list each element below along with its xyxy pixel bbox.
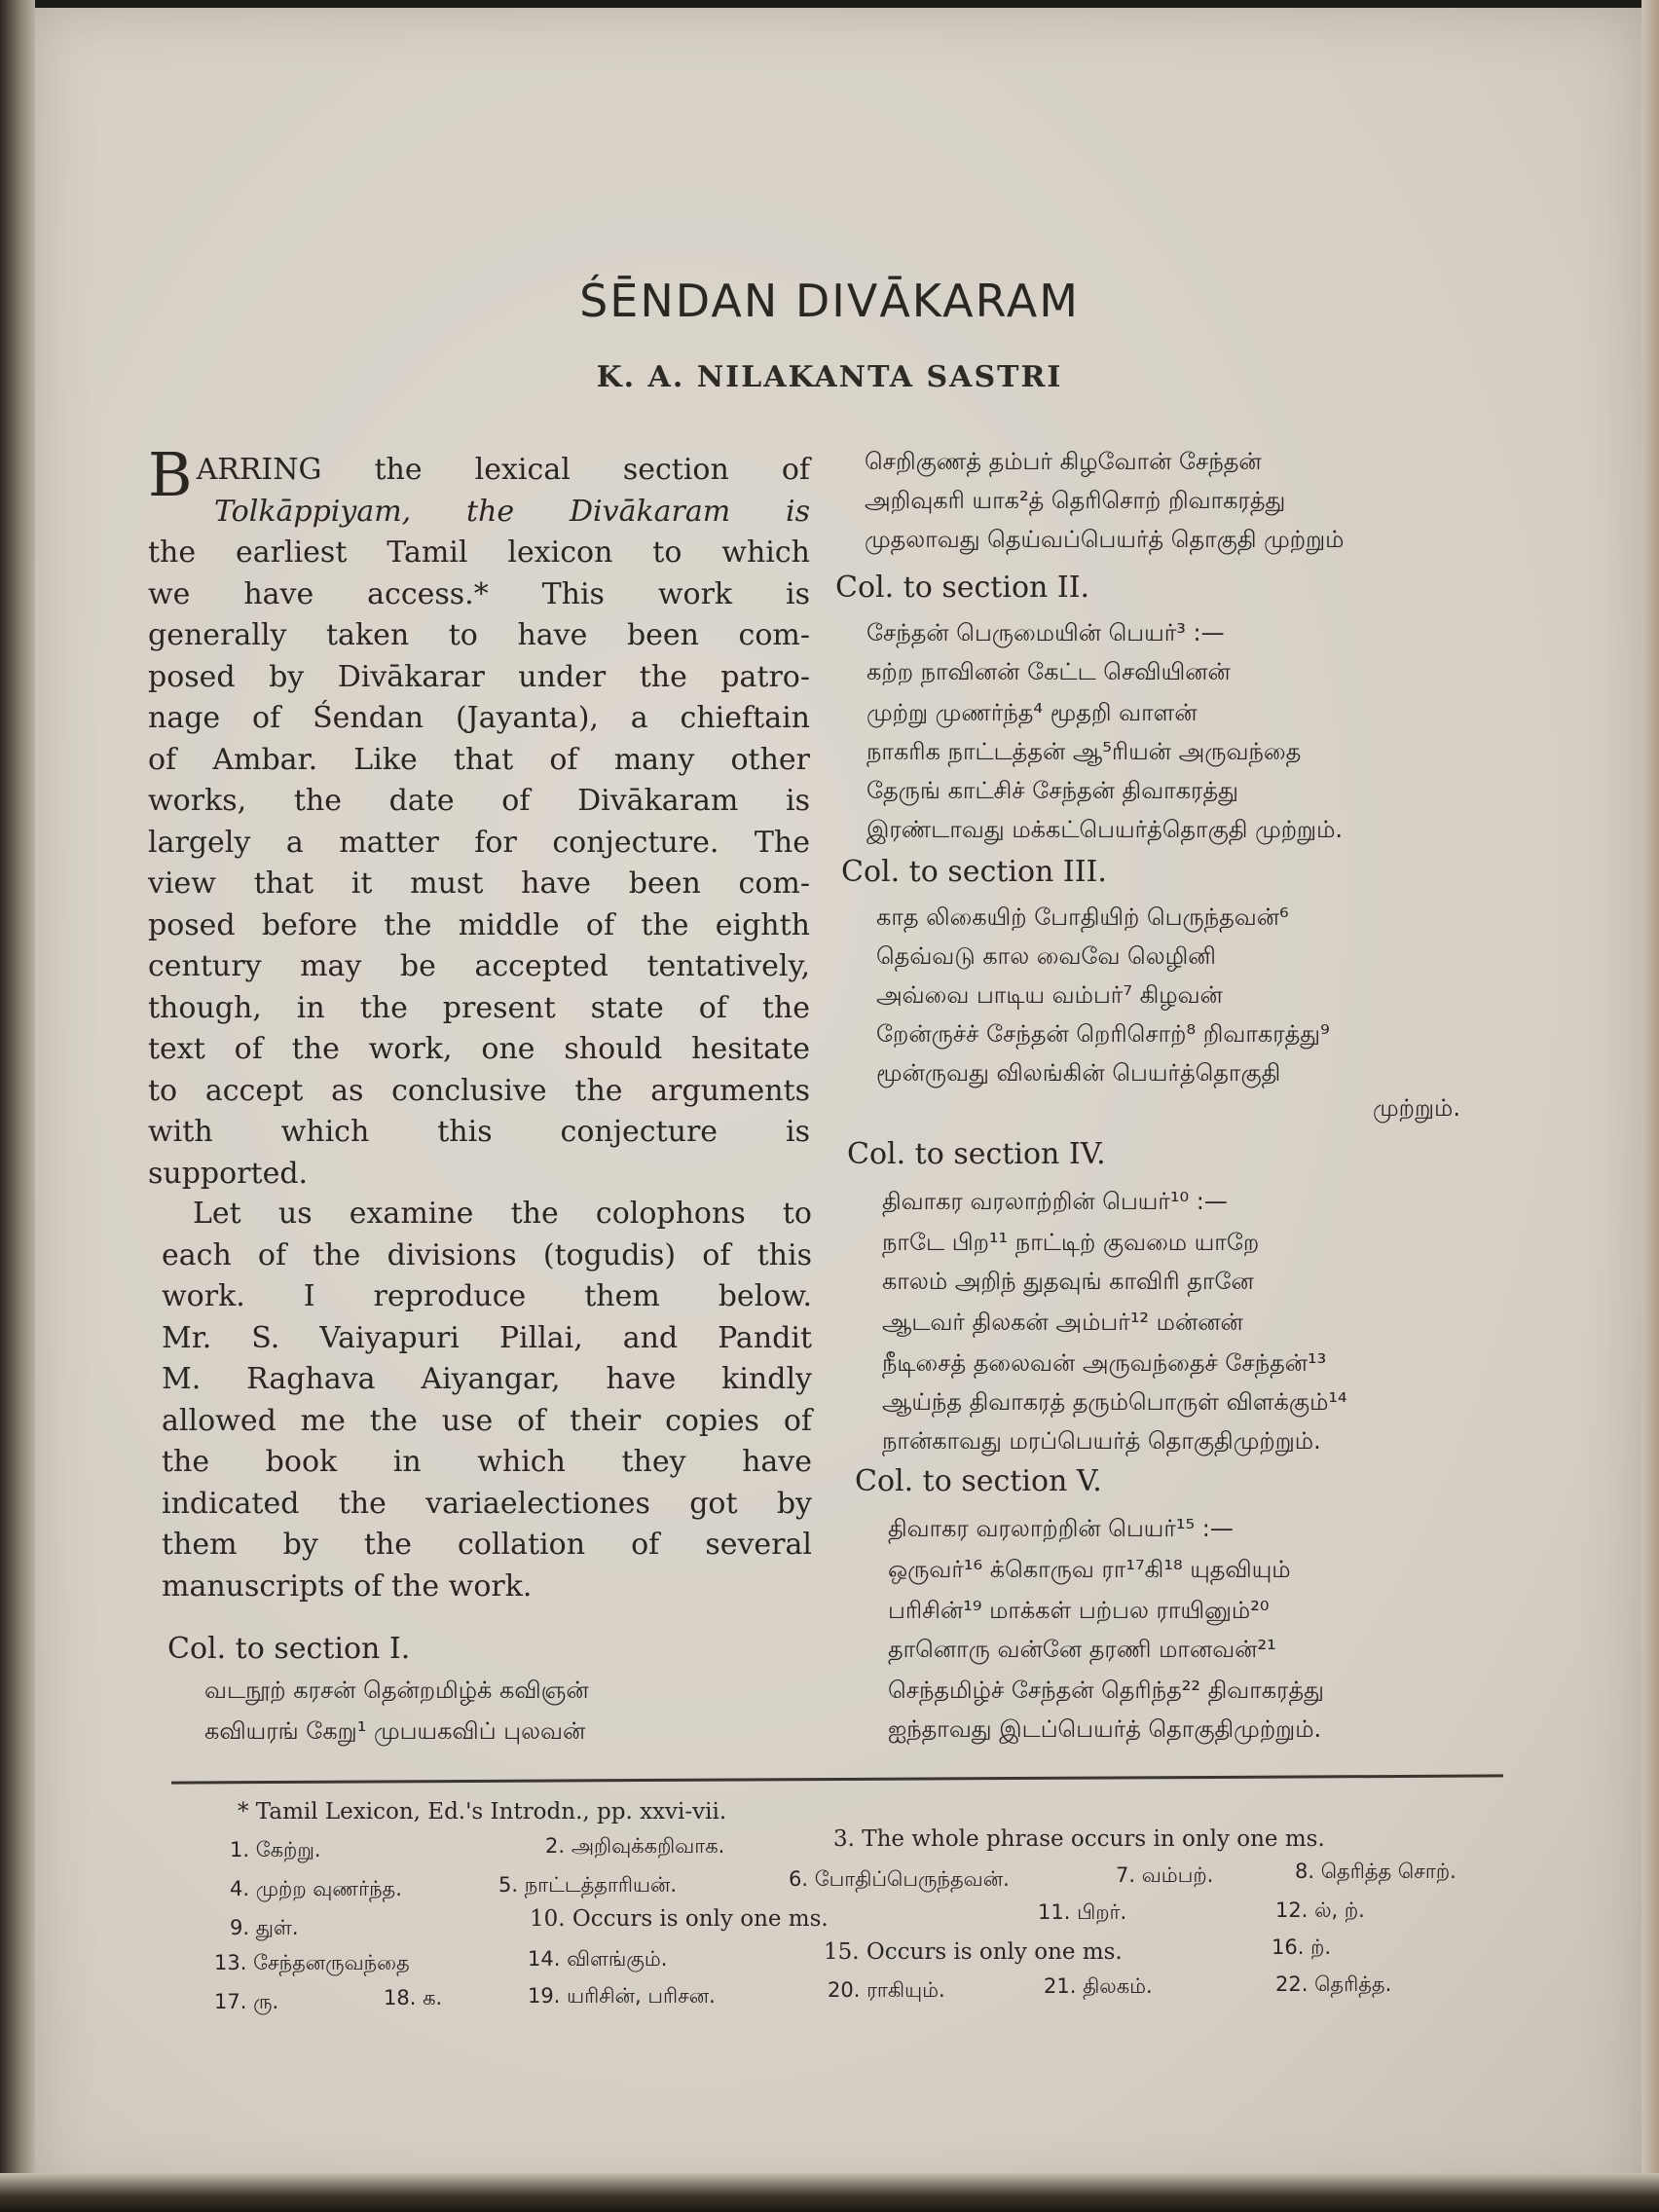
footnote: 2. அறிவுக்கறிவாக. [545, 1834, 725, 1858]
footnote: 20. ராகியும். [828, 1978, 945, 2002]
section4-line: நான்காவது மரப்பெயர்த் தொகுதிமுற்றும். [882, 1427, 1321, 1455]
section1-line: கவியரங் கேறு¹ முபயகவிப் புலவன் [204, 1717, 586, 1745]
section2-line: தேருங் காட்சிச் சேந்தன் திவாகரத்து [866, 777, 1238, 804]
section2-line: இரண்டாவது மக்கட்பெயர்த்தொகுதி முற்றும். [866, 816, 1344, 843]
footnote-star: * Tamil Lexicon, Ed.'s Introdn., pp. xxvi-vii. [238, 1799, 727, 1825]
section1-cont-line: அறிவுகரி யாக²த் தெரிசொற் றிவாகரத்து [865, 487, 1286, 514]
footnote: 8. தெரித்த சொற். [1295, 1860, 1456, 1883]
section3-line: அவ்வை பாடிய வம்பர்⁷ கிழவன் [876, 981, 1223, 1009]
footnote: 11. பிறர். [1038, 1900, 1127, 1924]
book-bottom-edge [0, 2173, 1659, 2212]
footnote: 21. திலகம். [1044, 1974, 1153, 1998]
drop-cap: B [148, 439, 193, 510]
section4-line: திவாகர வரலாற்றின் பெயர்¹⁰ :— [882, 1188, 1228, 1215]
section3-line: தெவ்வடு கால வைவே லெழினி [876, 942, 1216, 970]
footnote: 14. விளங்கும். [528, 1947, 668, 1971]
footnote: 4. முற்ற வுணர்ந்த. [230, 1877, 402, 1900]
section2-line: சேந்தன் பெருமையின் பெயர்³ :— [866, 619, 1225, 646]
section4-line: நாடே பிற¹¹ நாட்டிற் குவமை யாறே [882, 1229, 1260, 1256]
footnote: 7. வம்பற். [1116, 1863, 1214, 1887]
section1-cont-line: செறிகுணத் தம்பர் கிழவோன் சேந்தன் [865, 448, 1262, 475]
section2-line: கற்ற நாவினன் கேட்ட செவியினன் [866, 658, 1231, 685]
footnote: 17. ரு. [214, 1990, 279, 2013]
paragraph-1: BARRING the lexical section of Tolkāppiyam, the Divākaram is the earliest Tamil lexicon to which we have access.* This work is generally taken to have been com- posed by Divākarar under the patro- nage of Śendan (Jayanta), a chieftain of Ambar. Like that of many other works, the date of Divākaram is largely a matter for conjecture. The view that it must have been com- posed before the middle of the eighth century may be accepted tentatively, though, in the present state of the text of the work, one should hesitate to accept as conclusive the arguments with which this conjecture is supported. [148, 439, 810, 1191]
footnote: 3. The whole phrase occurs in only one ms. [833, 1826, 1325, 1852]
section2-line: நாகரிக நாட்டத்தன் ஆ⁵ரியன் அருவந்தை [866, 738, 1302, 765]
section2-heading: Col. to section II. [835, 571, 1090, 605]
footnote: 18. க. [384, 1986, 443, 2009]
section4-line: ஆடவர் திலகன் அம்பர்¹² மன்னன் [882, 1309, 1243, 1336]
section5-line: ஐந்தாவது இடப்பெயர்த் தொகுதிமுற்றும். [888, 1715, 1322, 1743]
footnote: 6. போதிப்பெருந்தவன். [789, 1867, 1010, 1891]
footnote: 12. ல், ற். [1275, 1899, 1365, 1922]
footnote: 10. Occurs is only one ms. [530, 1906, 829, 1932]
section2-line: முற்று முணர்ந்த⁴ மூதறி வாளன் [866, 699, 1198, 726]
section1-line: வடநூற் கரசன் தென்றமிழ்க் கவிஞன் [204, 1677, 589, 1704]
footnote: 13. சேந்தனருவந்தை [214, 1951, 410, 1974]
section1-heading: Col. to section I. [167, 1632, 411, 1666]
section5-line: செந்தமிழ்ச் சேந்தன் தெரிந்த²² திவாகரத்து [888, 1677, 1324, 1704]
section1-cont-line: முதலாவது தெய்வப்பெயர்த் தொகுதி முற்றும் [865, 526, 1345, 553]
section4-heading: Col. to section IV. [847, 1137, 1106, 1171]
section3-line: முற்றும். [1373, 1094, 1460, 1122]
section5-line: தானொரு வன்னே தரணி மானவன்²¹ [888, 1636, 1276, 1663]
paragraph-2: Let us examine the colophons to each of the divisions (togudis) of this work. I reproduce them below. Mr. S. Vaiyapuri Pillai, and Pandit M. Raghava Aiyangar, have kindly allowed me the use of their copies of the book in which they have indicated the variaelectiones got by them by the collation of several manuscripts of the work. [162, 1197, 812, 1604]
article-title: ŚĒNDAN DIVĀKARAM [579, 275, 1080, 327]
section4-line: காலம் அறிந் துதவுங் காவிரி தானே [882, 1268, 1254, 1295]
footnote: 15. Occurs is only one ms. [824, 1939, 1123, 1965]
section4-line: நீடிசைத் தலைவன் அருவந்தைச் சேந்தன்¹³ [882, 1349, 1327, 1377]
section4-line: ஆய்ந்த திவாகரத் தரும்பொருள் விளக்கும்¹⁴ [882, 1388, 1347, 1416]
footnote: 5. நாட்டத்தாரியன். [498, 1873, 678, 1897]
section5-line: பரிசின்¹⁹ மாக்கள் பற்பல ராயினும்²⁰ [888, 1597, 1270, 1624]
footnote: 16. ற். [1272, 1936, 1332, 1959]
section5-heading: Col. to section V. [855, 1464, 1102, 1498]
section3-heading: Col. to section III. [841, 855, 1107, 889]
section5-line: ஒருவர்¹⁶ க்கொருவ ரா¹⁷கி¹⁸ யுதவியும் [888, 1556, 1291, 1583]
footnote: 22. தெரித்த. [1275, 1972, 1392, 1996]
section5-line: திவாகர வரலாற்றின் பெயர்¹⁵ :— [888, 1515, 1234, 1542]
book-spine-edge [0, 0, 35, 2212]
section3-line: றேன்ருச்ச் சேந்தன் றெரிசொற்⁸ றிவாகரத்து⁹ [876, 1020, 1330, 1048]
article-author: K. A. NILAKANTA SASTRI [596, 360, 1063, 394]
section3-line: மூன்ருவது விலங்கின் பெயர்த்தொகுதி [876, 1059, 1281, 1087]
footnote: 19. யரிசின், பரிசன. [528, 1984, 716, 2008]
section3-line: காத லிகையிற் போதியிற் பெருந்தவன்⁶ [876, 903, 1289, 931]
page-right-edge [1641, 0, 1659, 2212]
footnote: 9. துள். [230, 1916, 299, 1939]
footnote: 1. கேற்று. [230, 1838, 321, 1862]
